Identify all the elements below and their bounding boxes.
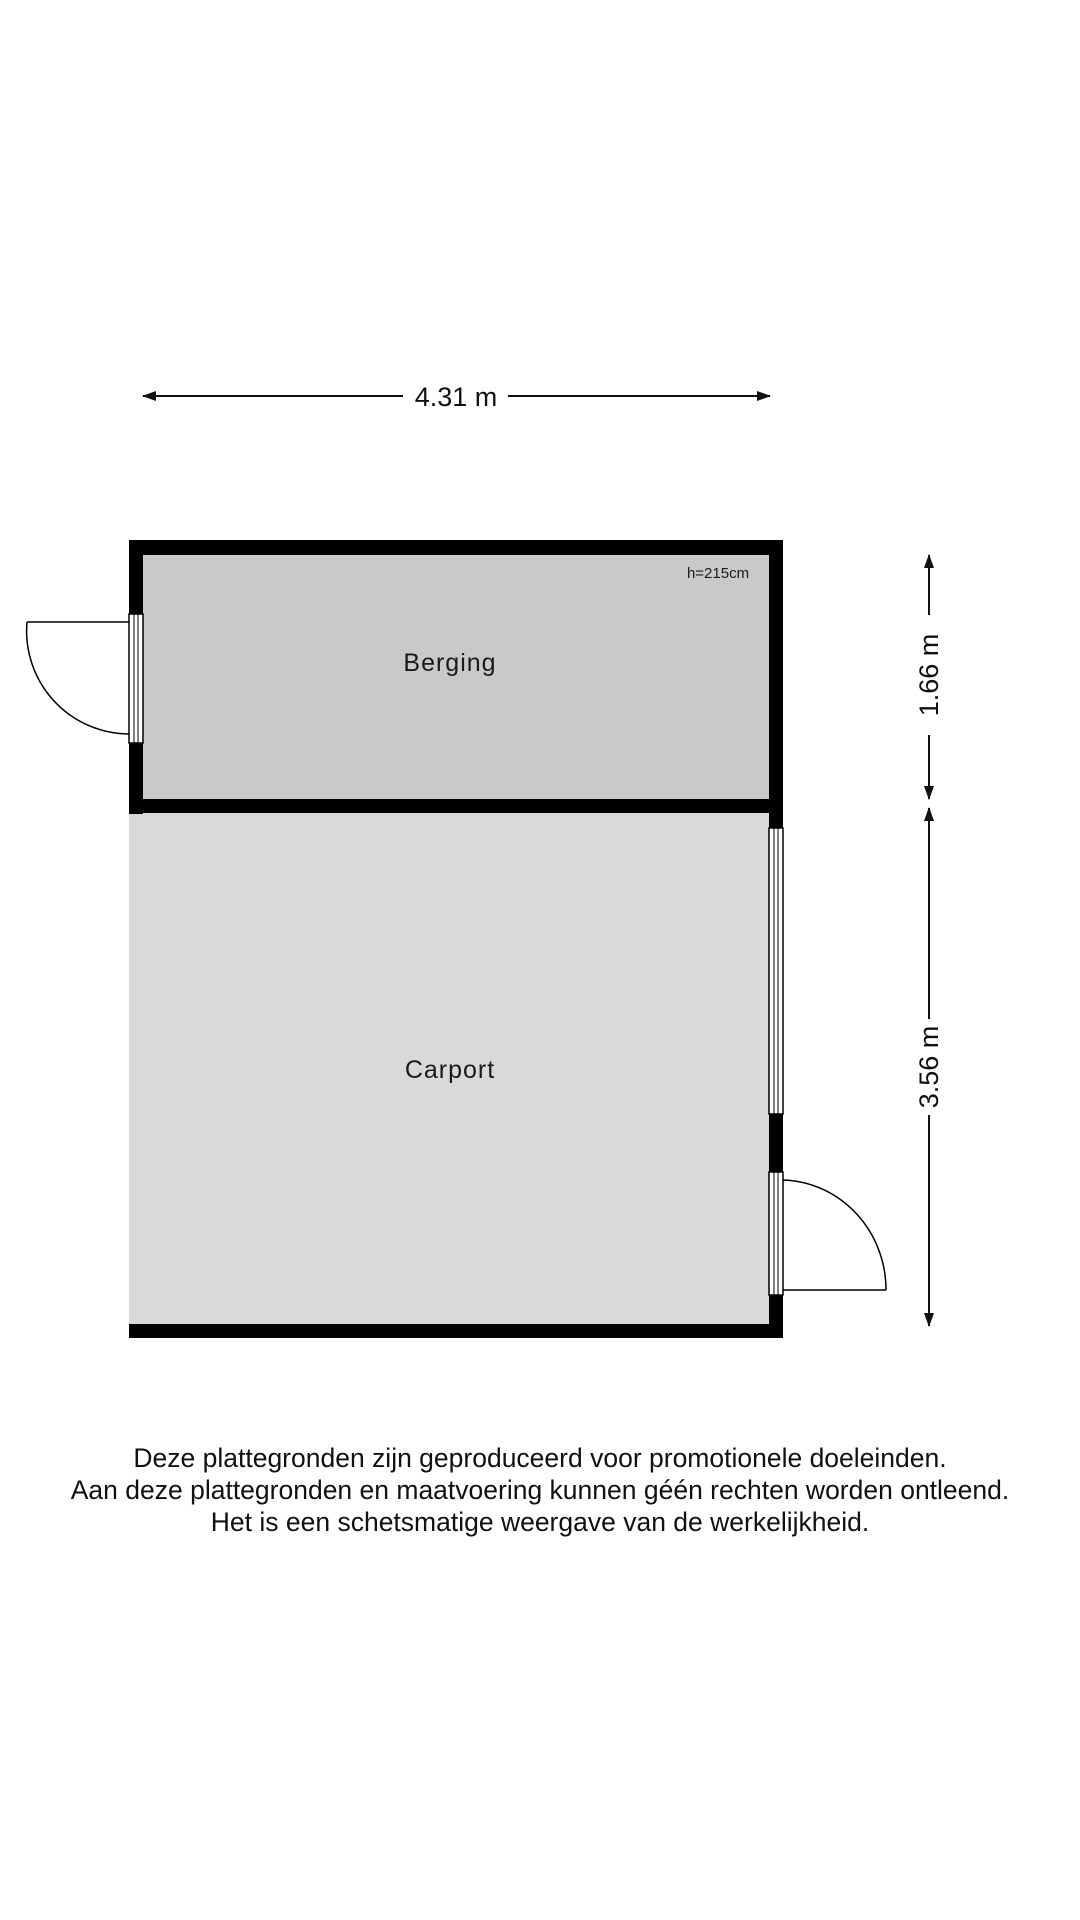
disclaimer-line-3: Het is een schetsmatige weergave van de werkelijkheid. [210, 1507, 870, 1537]
berging-height-note: h=215cm [686, 565, 750, 582]
berging-depth-dimension [914, 555, 944, 799]
width-dimension-label: 4.31 m [414, 382, 498, 412]
divider-wall [129, 799, 783, 813]
berging-floor [143, 555, 770, 802]
carport-depth-label: 3.56 m [914, 1025, 944, 1109]
carport-window [769, 828, 783, 1114]
width-dimension [143, 382, 770, 412]
right-wall-middle [769, 1114, 783, 1172]
carport-depth-dimension [914, 808, 944, 1326]
right-wall-upper [769, 540, 783, 828]
berging-depth-label: 1.66 m [914, 633, 944, 717]
berging-label: Berging [403, 649, 497, 677]
berging-door [27, 614, 143, 743]
berging-top-wall [129, 540, 783, 555]
disclaimer [0, 1442, 1080, 1538]
berging-left-wall-upper [129, 540, 143, 614]
carport-bottom-wall [129, 1324, 783, 1338]
disclaimer-line-1: Deze plattegronden zijn geproduceerd voor promotionele doeleinden. [133, 1443, 947, 1473]
carport-door [769, 1172, 886, 1295]
disclaimer-line-2: Aan deze plattegronden en maatvoering kunnen géén rechten worden ontleend. [70, 1475, 1010, 1505]
carport-label: Carport [404, 1056, 496, 1084]
